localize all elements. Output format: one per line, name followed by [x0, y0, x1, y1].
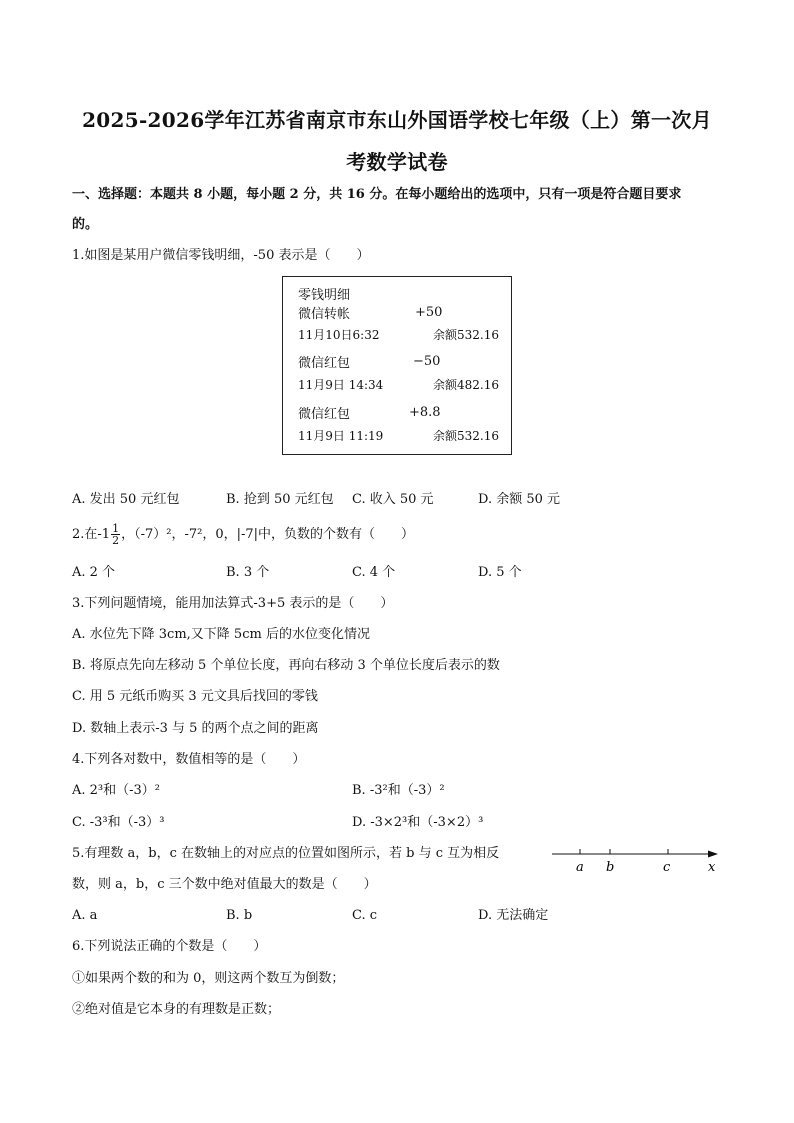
question-3-option-c: C. 用 5 元纸币购买 3 元文具后找回的零钱 [72, 689, 318, 704]
section-heading-line2: 的。 [72, 217, 99, 232]
question-4-option-d: D. -3×2³和（-3×2）³ [352, 815, 484, 830]
question-1-option-a: A. 发出 50 元红包 [72, 492, 180, 507]
question-5-option-c: C. c [352, 908, 378, 923]
question-3-option-d: D. 数轴上表示-3 与 5 的两个点之间的距离 [72, 721, 319, 736]
wallet-entry-date: 11月10日6:32 [298, 328, 380, 342]
question-6-item-1: ①如果两个数的和为 0，则这两个数互为倒数； [72, 971, 345, 986]
question-5-option-b: B. b [226, 908, 253, 923]
fraction [111, 523, 120, 546]
wallet-header: 零钱明细 [298, 288, 351, 303]
question-6-stem: 6.下列说法正确的个数是（ ） [72, 939, 267, 954]
wallet-entry-balance: 余额532.16 [433, 328, 499, 342]
question-2-stem-suffix: ，（-7）²，-7²，0，|-7|中，负数的个数有（ ） [121, 527, 415, 542]
question-2-stem [72, 520, 414, 550]
question-3-option-a: A. 水位先下降 3cm,又下降 5cm 后的水位变化情况 [72, 627, 370, 642]
question-4-stem: 4.下列各对数中，数值相等的是（ ） [72, 752, 306, 767]
question-1-option-c: C. 收入 50 元 [352, 492, 434, 507]
wallet-entry-title: 微信红包 [298, 407, 351, 422]
wallet-entry-balance: 余额482.16 [433, 378, 499, 392]
question-5-stem-line1: 5.有理数 a，b，c 在数轴上的对应点的位置如图所示，若 b 与 c 互为相反 [72, 846, 500, 861]
question-6-item-2: ②绝对值是它本身的有理数是正数； [72, 1002, 281, 1017]
question-3-option-b: B. 将原点先向左移动 5 个单位长度，再向右移动 3 个单位长度后表示的数 [72, 658, 500, 673]
wallet-entry-balance: 余额532.16 [433, 429, 499, 443]
axis-label-c: c [663, 860, 671, 875]
question-2-stem-prefix: 2.在-1 [72, 527, 111, 542]
fraction-numerator: 1 [112, 522, 120, 535]
wallet-entry-date: 11月9日 11:19 [298, 429, 384, 443]
wallet-entry-amount: −50 [413, 354, 441, 369]
exam-title-line2: 考数学试卷 [346, 150, 448, 174]
wallet-entry-amount: +8.8 [409, 405, 441, 420]
question-4-option-a: A. 2³和（-3）² [72, 783, 161, 798]
question-2-option-c: C. 4 个 [352, 565, 396, 580]
question-4-option-b: B. -3²和（-3）² [352, 783, 445, 798]
fraction-denominator: 2 [112, 534, 120, 547]
question-3-stem: 3.下列问题情境，能用加法算式-3+5 表示的是（ ） [72, 596, 394, 611]
wallet-entry-title: 微信转帐 [298, 307, 351, 322]
question-2-option-a: A. 2 个 [72, 565, 116, 580]
question-2-option-b: B. 3 个 [226, 565, 270, 580]
axis-label-x: x [708, 860, 716, 875]
question-1-stem: 1.如图是某用户微信零钱明细，-50 表示是（ ） [72, 248, 370, 263]
question-1-option-b: B. 抢到 50 元红包 [226, 492, 334, 507]
section-heading-line1: 一、选择题：本题共 8 小题，每小题 2 分，共 16 分。在每小题给出的选项中，只有一项是符合题目要求 [72, 187, 682, 202]
wallet-entry-date: 11月9日 14:34 [298, 378, 384, 392]
question-5-stem-line2: 数，则 a，b，c 三个数中绝对值最大的数是（ ） [72, 877, 377, 892]
question-2-option-d: D. 5 个 [478, 565, 522, 580]
question-1-option-d: D. 余额 50 元 [478, 492, 561, 507]
question-5-option-a: A. a [72, 908, 98, 923]
number-line-svg [550, 846, 730, 876]
number-line-figure [550, 846, 730, 876]
wallet-entry-title: 微信红包 [298, 356, 351, 371]
wallet-detail-figure [282, 276, 512, 455]
axis-label-a: a [576, 860, 584, 875]
exam-title-line1: 2025-2026学年江苏省南京市东山外国语学校七年级（上）第一次月 [82, 108, 712, 132]
axis-label-b: b [606, 860, 615, 875]
number-line-arrow [708, 851, 718, 858]
question-4-option-c: C. -3³和（-3）³ [72, 815, 165, 830]
wallet-entry-amount: +50 [415, 305, 443, 320]
question-5-option-d: D. 无法确定 [478, 908, 549, 923]
